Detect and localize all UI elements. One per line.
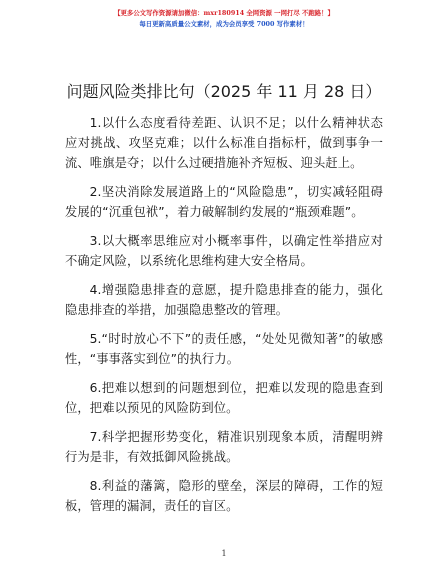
- paragraph-2: 2.坚决消除发展道路上的“风险隐患”，切实减轻阻碍发展的“沉重包袱”，着力破解制约发展的“瓶颈难题”。: [65, 185, 383, 219]
- paragraph-7: 7.科学把握形势变化，精准识别现象本质，清醒明辨行为是非，有效抵御风险挑战。: [65, 430, 383, 464]
- page-number: 1: [221, 549, 227, 558]
- promo-line-membership: 每日更新高质量公文素材，成为会员享受 7000 写作素材！: [139, 20, 309, 28]
- document-title: 问题风险类排比句（2025 年 11 月 28 日）: [66, 82, 382, 101]
- paragraph-5: 5.“时时放心不下”的责任感，“处处见微知著”的敏感性，“事事落实到位”的执行力。: [65, 332, 383, 366]
- paragraph-6: 6.把难以想到的问题想到位，把难以发现的隐患查到位，把难以预见的风险防到位。: [65, 381, 383, 415]
- paragraph-3: 3.以大概率思维应对小概率事件，以确定性举措应对不确定风险，以系统化思维构建大安全格局。: [65, 234, 383, 268]
- promo-line-wechat: 【更多公文写作资源请加微信：mxr180914 全网资源 一网打尽 不跑路！】: [114, 9, 334, 17]
- paragraph-4: 4.增强隐患排查的意愿，提升隐患排查的能力，强化隐患排查的举措，加强隐患整改的管理。: [65, 283, 383, 317]
- paragraph-1: 1.以什么态度看待差距、认识不足；以什么精神状态应对挑战、攻坚克难；以什么标准自指标杆，做到事争一流、唯旗是夺；以什么过硬措施补齐短板、迎头赶上。: [65, 116, 383, 170]
- document-body: [65, 113, 383, 525]
- paragraph-8: 8.利益的藩篱，隐形的壁垒，深层的障碍，工作的短板，管理的漏洞，责任的盲区。: [65, 479, 383, 513]
- promo-banner: [0, 8, 448, 30]
